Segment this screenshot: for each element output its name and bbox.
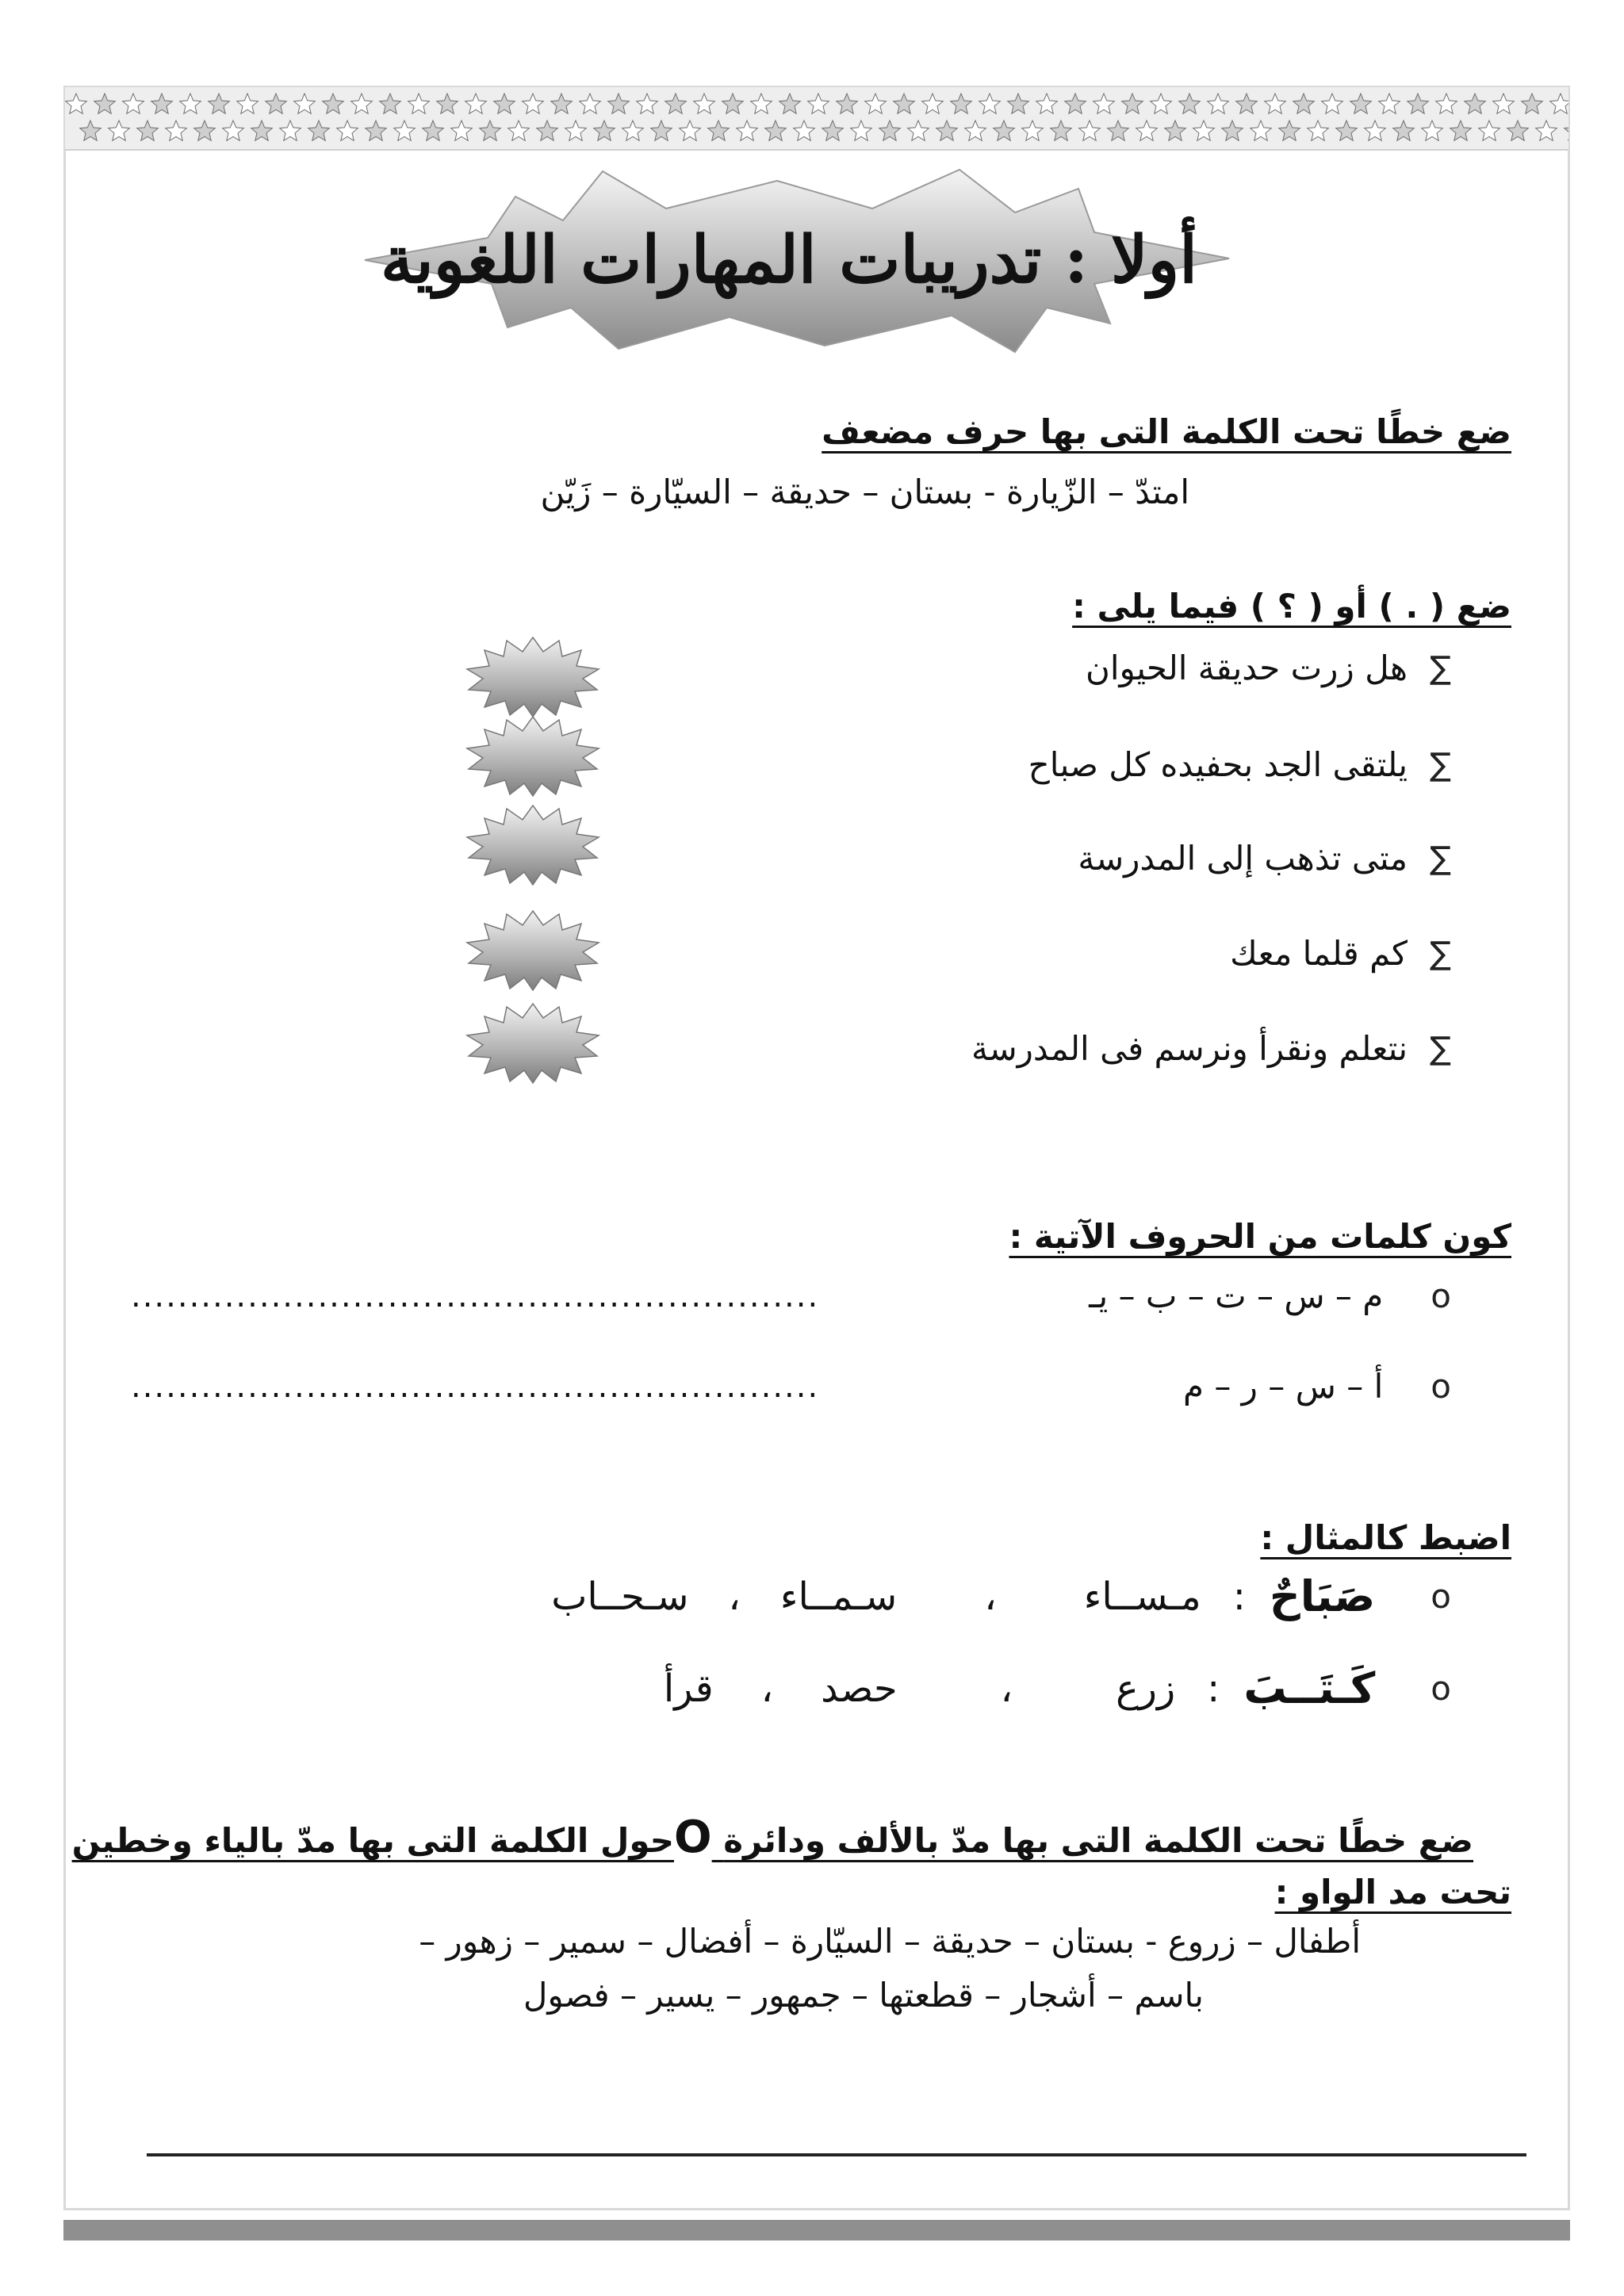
border-star-icon: [851, 121, 872, 140]
vocalize-row: [664, 1663, 1451, 1713]
border-star-icon: [223, 121, 244, 140]
colon: :: [1232, 1574, 1246, 1619]
border-star-icon: [209, 94, 230, 113]
circle-bullet-icon: o: [1431, 1577, 1451, 1616]
border-star-icon: [737, 121, 758, 140]
section1-heading: ضع خطًا تحت الكلمة التى بها حرف مضعف: [822, 412, 1511, 451]
vocalize-row: [551, 1571, 1451, 1621]
border-star-icon: [423, 121, 444, 140]
section4-heading: اضبط كالمثال :: [1260, 1518, 1511, 1557]
border-star-icon: [1222, 121, 1243, 140]
border-star-icon: [936, 121, 958, 140]
border-star-icon: [565, 121, 587, 140]
border-star-icon: [1136, 121, 1158, 140]
circle-bullet-icon: o: [1431, 1367, 1451, 1406]
border-star-icon: [994, 121, 1015, 140]
border-star-icon: [1193, 121, 1215, 140]
section5-heading-part1: ضع خطًا تحت الكلمة التى بها مدّ بالألف ودائرة: [723, 1821, 1473, 1860]
border-star-icon: [1450, 121, 1472, 140]
punctuation-item: [1078, 839, 1451, 878]
border-star-icon: [1479, 121, 1500, 140]
border-star-icon: [1365, 121, 1386, 140]
border-star-icon: [1507, 121, 1529, 140]
border-star-icon: [1336, 121, 1358, 140]
border-star-icon: [1322, 94, 1343, 113]
border-star-icon: [1565, 121, 1568, 140]
border-star-icon: [1522, 94, 1543, 113]
border-star-icon: [751, 94, 772, 113]
answer-burst-icon[interactable]: [464, 1001, 603, 1084]
answer-burst-icon[interactable]: [464, 908, 603, 991]
section5-heading-line2: تحت مد الواو :: [1274, 1873, 1511, 1911]
border-star-icon: [1108, 121, 1129, 140]
punctuation-item: [1086, 649, 1451, 687]
border-star-icon: [380, 94, 401, 113]
bullet-icon: ∑: [1430, 840, 1451, 877]
circle-bullet-icon: o: [1431, 1669, 1451, 1708]
border-star-icon: [708, 121, 730, 140]
border-star-icon: [808, 94, 829, 113]
border-star-icon: [280, 121, 301, 140]
border-star-icon: [822, 121, 844, 140]
border-star-icon: [608, 94, 630, 113]
letters-text: أ – س – ر – م: [1182, 1367, 1384, 1406]
border-star-icon: [865, 94, 887, 113]
word: سـمــاء: [779, 1574, 898, 1619]
border-star-icon: [1036, 94, 1058, 113]
border-star-icon: [837, 94, 858, 113]
border-star-icon: [580, 94, 601, 113]
border-star-icon: [1208, 94, 1229, 113]
border-star-icon: [879, 121, 901, 140]
border-star-icon: [1151, 94, 1172, 113]
border-star-icon: [1236, 94, 1258, 113]
border-star-icon: [1022, 121, 1044, 140]
bottom-bar: [63, 2220, 1570, 2241]
border-star-icon: [594, 121, 615, 140]
border-star-icon: [294, 94, 316, 113]
border-star-icon: [1465, 94, 1486, 113]
punctuation-item-text: هل زرت حديقة الحيوان: [1086, 649, 1408, 687]
star-border: [65, 87, 1568, 151]
border-star-icon: [1094, 94, 1115, 113]
section1-words: امتدّ – الزّيارة - بستان – حديقة – السيّارة – زَيّن: [540, 473, 1189, 511]
bottom-rule: [147, 2153, 1526, 2156]
border-star-icon: [1265, 94, 1286, 113]
word: سـحــاب: [551, 1574, 689, 1619]
border-star-icon: [523, 94, 544, 113]
border-star-icon: [1393, 121, 1415, 140]
border-star-icon: [394, 121, 416, 140]
border-star-icon: [151, 94, 173, 113]
border-star-icon: [251, 121, 273, 140]
section5-words-line2: باسم – أشجار – قطعتها – جمهور – يسير – فصول: [523, 1976, 1204, 2015]
section5-words-line1: أطفال – زروع - بستان – حديقة – السيّارة – أفضال – سمير – زهور –: [419, 1922, 1361, 1961]
border-star-icon: [1065, 94, 1086, 113]
border-star-icon: [451, 121, 473, 140]
answer-burst-icon[interactable]: [464, 714, 603, 797]
section3-heading: كون كلمات من الحروف الآتية :: [1009, 1217, 1511, 1256]
border-star-icon: [637, 94, 658, 113]
border-star-icon: [979, 94, 1001, 113]
border-star-icon: [1379, 94, 1400, 113]
border-star-icon: [323, 94, 344, 113]
border-star-icon: [465, 94, 487, 113]
circle-symbol: O: [674, 1812, 712, 1863]
separator: ،: [760, 1666, 774, 1711]
border-star-icon: [337, 121, 358, 140]
border-star-icon: [109, 121, 130, 140]
border-star-icon: [437, 94, 458, 113]
border-star-icon: [1051, 121, 1072, 140]
section5-heading-part2: حول الكلمة التى بها مدّ بالياء وخطين: [71, 1821, 674, 1860]
border-star-icon: [765, 121, 787, 140]
bullet-icon: ∑: [1430, 1030, 1451, 1067]
border-star-icon: [80, 121, 102, 140]
border-star-icon: [1436, 94, 1457, 113]
letters-item: [1089, 1276, 1451, 1315]
punctuation-item-text: متى تذهب إلى المدرسة: [1078, 839, 1408, 878]
border-star-icon: [266, 94, 287, 113]
answer-blank[interactable]: ...........................................................: [131, 1278, 820, 1314]
border-star-icon: [1308, 121, 1329, 140]
page-title: أولا : تدريبات المهارات اللغوية: [381, 222, 1197, 298]
border-star-icon: [1422, 121, 1443, 140]
border-star-icon: [508, 121, 530, 140]
border-star-icon: [1293, 94, 1315, 113]
bullet-icon: ∑: [1430, 649, 1451, 687]
section5-heading: [71, 1812, 1473, 1863]
border-star-icon: [408, 94, 430, 113]
border-star-icon: [1008, 94, 1029, 113]
border-star-icon: [494, 94, 515, 113]
letters-text: م – س – ت – ب – يـ: [1089, 1276, 1384, 1315]
border-star-icon: [137, 121, 159, 140]
border-star-icon: [794, 121, 815, 140]
border-star-icon: [722, 94, 744, 113]
separator: ،: [984, 1574, 997, 1619]
border-star-icon: [351, 94, 373, 113]
border-star-icon: [308, 121, 330, 140]
border-star-icon: [1079, 121, 1101, 140]
border-star-icon: [680, 121, 701, 140]
border-star-icon: [1350, 94, 1372, 113]
border-star-icon: [123, 94, 144, 113]
border-star-icon: [166, 121, 187, 140]
answer-blank[interactable]: ...........................................................: [131, 1368, 820, 1405]
border-star-icon: [366, 121, 387, 140]
colon: :: [1207, 1666, 1220, 1711]
border-star-icon: [1279, 121, 1300, 140]
border-star-icon: [194, 121, 216, 140]
border-star-icon: [237, 94, 259, 113]
punctuation-item-text: نتعلم ونقرأ ونرسم فى المدرسة: [971, 1029, 1408, 1068]
punctuation-item-text: كم قلما معك: [1230, 934, 1408, 973]
border-star-icon: [1536, 121, 1557, 140]
separator: ،: [728, 1574, 741, 1619]
section2-heading: ضع ( . ) أو ( ؟ ) فيما يلى :: [1072, 587, 1511, 626]
border-star-icon: [779, 94, 801, 113]
border-star-icon: [1408, 94, 1429, 113]
border-star-icon: [908, 121, 929, 140]
example-word: كَـتَــبَ: [1243, 1663, 1376, 1713]
border-star-icon: [180, 94, 201, 113]
border-star-icon: [551, 94, 573, 113]
bullet-icon: ∑: [1430, 746, 1451, 783]
border-star-icon: [1122, 94, 1143, 113]
border-star-icon: [651, 121, 672, 140]
border-star-icon: [66, 94, 87, 113]
border-star-icon: [1179, 94, 1201, 113]
word: زرع: [1116, 1666, 1176, 1711]
answer-burst-icon[interactable]: [464, 634, 603, 718]
border-star-icon: [1251, 121, 1272, 140]
punctuation-item: [1028, 745, 1451, 784]
border-star-icon: [894, 94, 915, 113]
border-star-icon: [665, 94, 687, 113]
border-star-icon: [480, 121, 501, 140]
border-star-icon: [1550, 94, 1568, 113]
word: مـســاء: [1083, 1574, 1201, 1619]
border-star-icon: [694, 94, 715, 113]
punctuation-item: [1230, 934, 1451, 973]
punctuation-item: [971, 1029, 1451, 1068]
separator: ،: [1000, 1666, 1013, 1711]
circle-bullet-icon: o: [1431, 1276, 1451, 1315]
border-star-icon: [1493, 94, 1515, 113]
word: حصد: [821, 1666, 898, 1711]
punctuation-item-text: يلتقى الجد بحفيده كل صباح: [1028, 745, 1408, 784]
border-star-icon: [537, 121, 558, 140]
answer-burst-icon[interactable]: [464, 802, 603, 886]
border-star-icon: [965, 121, 986, 140]
example-word: صَبَاحٌ: [1269, 1571, 1376, 1621]
bullet-icon: ∑: [1430, 935, 1451, 972]
border-star-icon: [922, 94, 944, 113]
border-star-icon: [622, 121, 644, 140]
border-star-icon: [951, 94, 972, 113]
word: قرأ: [663, 1666, 714, 1711]
border-star-icon: [1165, 121, 1186, 140]
letters-item: [1183, 1367, 1451, 1406]
border-star-icon: [94, 94, 116, 113]
